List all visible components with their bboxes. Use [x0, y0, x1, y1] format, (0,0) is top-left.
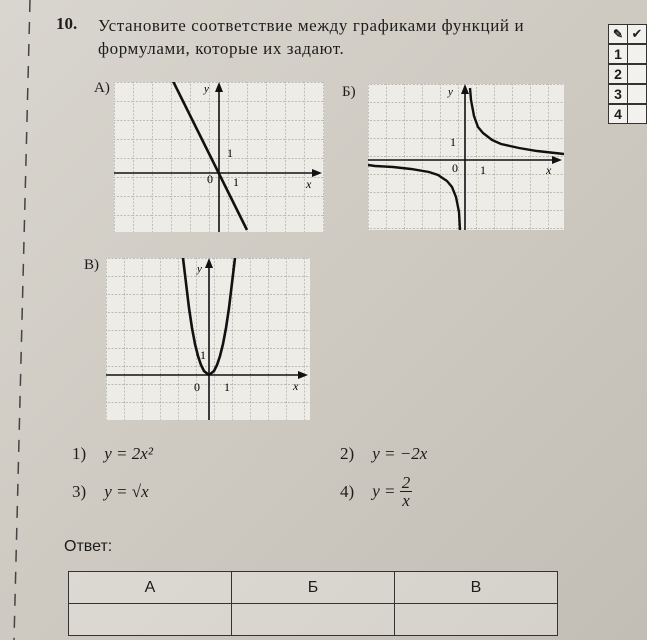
question-text-line-1: Установите соответствие между графиками функций и	[98, 16, 525, 35]
graph-a	[114, 82, 324, 237]
answer-cell-a[interactable]	[69, 604, 232, 636]
graph-v-y-label: y	[197, 263, 202, 275]
graph-a-unit-y: 1	[227, 146, 233, 160]
graph-b-y-label: y	[448, 86, 453, 98]
checkbox-row-2[interactable]: 2	[608, 64, 647, 84]
graph-v-origin-label: 0	[194, 380, 200, 394]
graph-a-x-label: x	[306, 177, 312, 191]
graph-a-origin-label: 0	[207, 172, 213, 186]
graph-b-unit-y: 1	[450, 135, 456, 149]
answer-checkboxes-column	[608, 24, 647, 124]
graph-v-unit-x: 1	[224, 380, 230, 394]
question-number: 10.	[56, 14, 78, 33]
pencil-icon: ✎	[608, 24, 628, 44]
answer-header-b: Б	[232, 572, 395, 604]
graph-a-label: А)	[94, 80, 110, 96]
margin-dashed-line	[0, 0, 40, 640]
checkmark-icon: ✔	[628, 24, 647, 44]
formula-4: 4) y = $\frac{2}{x}$	[340, 473, 411, 510]
graph-v	[106, 258, 310, 425]
answer-cell-b[interactable]	[232, 604, 395, 636]
answer-table	[68, 571, 558, 636]
fraction: $\frac{2}{x}$	[401, 473, 411, 510]
graph-b-origin-label: 0	[452, 161, 458, 175]
answer-header-a: А	[69, 572, 232, 604]
checkbox-row-3[interactable]: 3	[608, 84, 647, 104]
graph-v-label: В)	[84, 257, 99, 273]
checkbox-row-4[interactable]: 4	[608, 104, 647, 124]
graph-a-y-label: y	[204, 83, 209, 95]
formula-2: 2) y = −2x	[340, 444, 428, 463]
answer-header-row	[69, 572, 558, 604]
answer-label: Ответ:	[64, 538, 113, 555]
answer-value-row	[69, 604, 558, 636]
question-text	[98, 14, 598, 60]
question-text-line-2: формулами, которые их задают.	[98, 39, 345, 58]
graph-a-unit-x: 1	[233, 175, 239, 189]
answer-header-v: В	[395, 572, 558, 604]
checkbox-row-1[interactable]: 1	[608, 44, 647, 64]
formula-3: 3) y = √x	[72, 482, 149, 501]
answer-cell-v[interactable]	[395, 604, 558, 636]
graph-b-x-label: x	[546, 163, 552, 177]
graph-b	[368, 84, 564, 235]
graph-b-unit-x: 1	[480, 163, 486, 177]
graph-b-label: Б)	[342, 84, 356, 100]
checkbox-header-row	[608, 24, 647, 44]
formula-1: 1) y = 2x²	[72, 444, 153, 463]
graph-v-x-label: x	[293, 379, 299, 393]
graph-v-unit-y: 1	[200, 348, 206, 362]
